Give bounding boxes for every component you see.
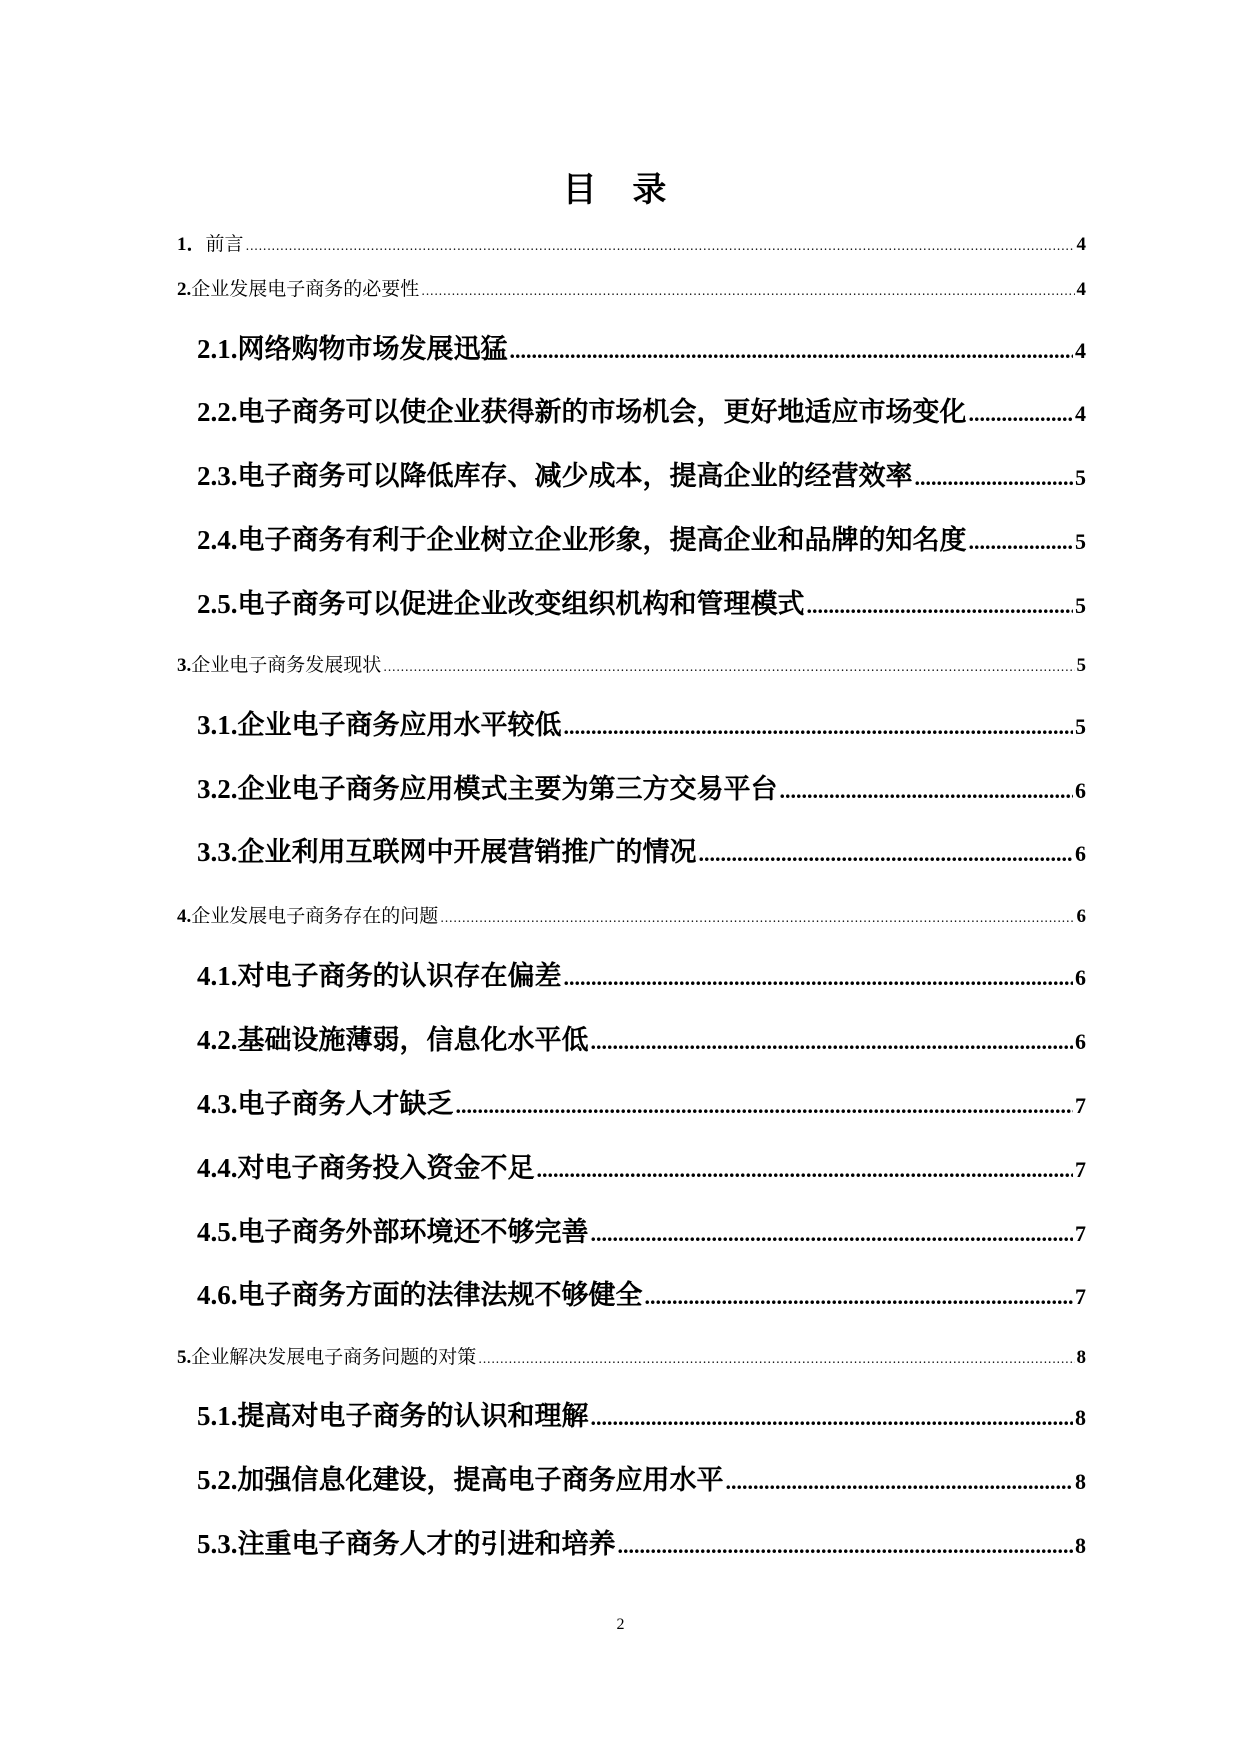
toc-entry-4-5[interactable] bbox=[197, 1214, 1086, 1252]
toc-entry-number: 2.3. bbox=[197, 461, 238, 491]
toc-entry-label: 电子商务可以使企业获得新的市场机会，更好地适应市场变化 bbox=[237, 397, 967, 428]
toc-entry-4-2[interactable] bbox=[197, 1022, 1086, 1060]
dot-leader bbox=[440, 905, 1074, 931]
toc-entry-number: 4. bbox=[177, 906, 192, 927]
toc-entry-page: 7 bbox=[1075, 1157, 1086, 1182]
toc-entry-2-4[interactable] bbox=[197, 522, 1086, 560]
toc-entry-label: 电子商务可以降低库存、减少成本，提高企业的经营效率 bbox=[237, 461, 913, 492]
toc-entry-number: 4.5. bbox=[197, 1217, 238, 1247]
toc-entry-4-6[interactable] bbox=[197, 1277, 1086, 1315]
toc-entry-label: 企业解决发展电子商务问题的对策 bbox=[191, 1346, 477, 1368]
toc-entry-page: 5 bbox=[1076, 655, 1086, 676]
toc-entry-number: 3. bbox=[177, 655, 192, 676]
toc-entry-5-1[interactable] bbox=[197, 1398, 1086, 1436]
toc-entry-page: 5 bbox=[1075, 529, 1086, 554]
toc-entry-label: 加强信息化建设，提高电子商务应用水平 bbox=[237, 1465, 724, 1496]
toc-entry-5-2[interactable] bbox=[197, 1462, 1086, 1500]
toc-entry-number: 2.4. bbox=[197, 525, 238, 555]
toc-entry-number: 2.2. bbox=[197, 397, 238, 427]
toc-entry-number: 4.6. bbox=[197, 1280, 238, 1310]
toc-entry-page: 8 bbox=[1076, 1347, 1086, 1368]
toc-entry-number: 2.1. bbox=[197, 334, 238, 364]
toc-entry-5-3[interactable] bbox=[197, 1526, 1086, 1564]
toc-entry-page: 8 bbox=[1075, 1469, 1086, 1494]
toc-entry-5[interactable] bbox=[177, 1344, 1086, 1372]
toc-entry-label: 电子商务有利于企业树立企业形象，提高企业和品牌的知名度 bbox=[237, 525, 967, 556]
toc-entry-page: 6 bbox=[1075, 1029, 1086, 1054]
toc-entry-label: 企业发展电子商务的必要性 bbox=[191, 278, 420, 300]
dot-leader bbox=[510, 333, 1074, 369]
dot-leader bbox=[618, 1528, 1074, 1564]
dot-leader bbox=[564, 709, 1074, 745]
toc-entry-number: 5.3. bbox=[197, 1529, 238, 1559]
dot-leader bbox=[456, 1088, 1074, 1124]
toc-entry-label: 电子商务外部环境还不够完善 bbox=[237, 1217, 589, 1248]
toc-entry-label: 企业利用互联网中开展营销推广的情况 bbox=[237, 837, 697, 868]
toc-entry-label: 前言 bbox=[205, 233, 244, 255]
dot-leader bbox=[726, 1464, 1074, 1500]
toc-entry-page: 4 bbox=[1076, 234, 1086, 255]
toc-entry-3-3[interactable] bbox=[197, 834, 1086, 872]
toc-entry-number: 3.2. bbox=[197, 774, 238, 804]
dot-leader bbox=[478, 1346, 1074, 1372]
toc-entry-label: 企业发展电子商务存在的问题 bbox=[191, 905, 439, 927]
toc-entry-label: 企业电子商务应用模式主要为第三方交易平台 bbox=[237, 774, 778, 805]
toc-entry-4-4[interactable] bbox=[197, 1150, 1086, 1188]
dot-leader bbox=[645, 1279, 1074, 1315]
toc-entry-number: 1． bbox=[177, 234, 206, 255]
toc-entry-label: 提高对电子商务的认识和理解 bbox=[237, 1401, 589, 1432]
toc-entry-3[interactable] bbox=[177, 652, 1086, 680]
dot-leader bbox=[915, 460, 1074, 496]
toc-entry-page: 5 bbox=[1075, 465, 1086, 490]
dot-leader bbox=[564, 960, 1074, 996]
toc-entry-number: 2.5. bbox=[197, 589, 238, 619]
toc-entry-label: 网络购物市场发展迅猛 bbox=[237, 334, 508, 365]
toc-entry-2[interactable] bbox=[177, 276, 1086, 304]
dot-leader bbox=[969, 396, 1074, 432]
toc-entry-label: 电子商务人才缺乏 bbox=[237, 1089, 454, 1120]
toc-entry-number: 3.1. bbox=[197, 710, 238, 740]
dot-leader bbox=[699, 836, 1074, 872]
toc-entry-4-1[interactable] bbox=[197, 958, 1086, 996]
dot-leader bbox=[246, 233, 1075, 259]
dot-leader bbox=[383, 654, 1074, 680]
toc-entry-label: 基础设施薄弱，信息化水平低 bbox=[237, 1025, 589, 1056]
toc-entry-page: 6 bbox=[1075, 778, 1086, 803]
toc-entry-page: 4 bbox=[1075, 338, 1086, 363]
toc-entry-1[interactable] bbox=[177, 231, 1086, 259]
dot-leader bbox=[591, 1400, 1074, 1436]
toc-entry-3-1[interactable] bbox=[197, 707, 1086, 745]
toc-entry-number: 4.4. bbox=[197, 1153, 238, 1183]
toc-entry-page: 5 bbox=[1075, 593, 1086, 618]
toc-entry-page: 6 bbox=[1076, 906, 1086, 927]
toc-entry-page: 8 bbox=[1075, 1533, 1086, 1558]
toc-entry-number: 2. bbox=[177, 279, 192, 300]
toc-entry-3-2[interactable] bbox=[197, 771, 1086, 809]
toc-entry-4-3[interactable] bbox=[197, 1086, 1086, 1124]
dot-leader bbox=[780, 773, 1074, 809]
toc-entry-number: 3.3. bbox=[197, 837, 238, 867]
toc-entry-label: 注重电子商务人才的引进和培养 bbox=[237, 1529, 616, 1560]
toc-entry-page: 6 bbox=[1075, 965, 1086, 990]
toc-entry-number: 5.2. bbox=[197, 1465, 238, 1495]
toc-entry-label: 电子商务可以促进企业改变组织机构和管理模式 bbox=[237, 589, 805, 620]
toc-entry-2-2[interactable] bbox=[197, 394, 1086, 432]
toc-entry-page: 7 bbox=[1075, 1284, 1086, 1309]
toc-entry-number: 5. bbox=[177, 1347, 192, 1368]
toc-entry-page: 7 bbox=[1075, 1093, 1086, 1118]
toc-entry-number: 4.1. bbox=[197, 961, 238, 991]
toc-entry-number: 5.1. bbox=[197, 1401, 238, 1431]
dot-leader bbox=[537, 1152, 1074, 1188]
toc-entry-page: 4 bbox=[1076, 279, 1086, 300]
toc-entry-label: 对电子商务投入资金不足 bbox=[237, 1153, 535, 1184]
dot-leader bbox=[591, 1024, 1074, 1060]
toc-entry-2-5[interactable] bbox=[197, 586, 1086, 624]
dot-leader bbox=[421, 278, 1074, 304]
toc-entry-page: 4 bbox=[1075, 401, 1086, 426]
toc-entry-label: 电子商务方面的法律法规不够健全 bbox=[237, 1280, 643, 1311]
page-number: 2 bbox=[616, 1616, 625, 1633]
dot-leader bbox=[807, 588, 1074, 624]
toc-entry-page: 8 bbox=[1075, 1405, 1086, 1430]
toc-entry-number: 4.2. bbox=[197, 1025, 238, 1055]
toc-entry-page: 6 bbox=[1075, 841, 1086, 866]
toc-entry-2-3[interactable] bbox=[197, 458, 1086, 496]
toc-entry-number: 4.3. bbox=[197, 1089, 238, 1119]
toc-entry-2-1[interactable] bbox=[197, 331, 1086, 369]
toc-entry-4[interactable] bbox=[177, 903, 1086, 931]
toc-entry-page: 5 bbox=[1075, 714, 1086, 739]
dot-leader bbox=[591, 1216, 1074, 1252]
toc-entry-label: 企业电子商务应用水平较低 bbox=[237, 710, 562, 741]
toc-entry-label: 对电子商务的认识存在偏差 bbox=[237, 961, 562, 992]
toc-entry-page: 7 bbox=[1075, 1221, 1086, 1246]
dot-leader bbox=[969, 524, 1074, 560]
toc-title: 目 录 bbox=[562, 170, 679, 210]
toc-entry-label: 企业电子商务发展现状 bbox=[191, 654, 382, 676]
